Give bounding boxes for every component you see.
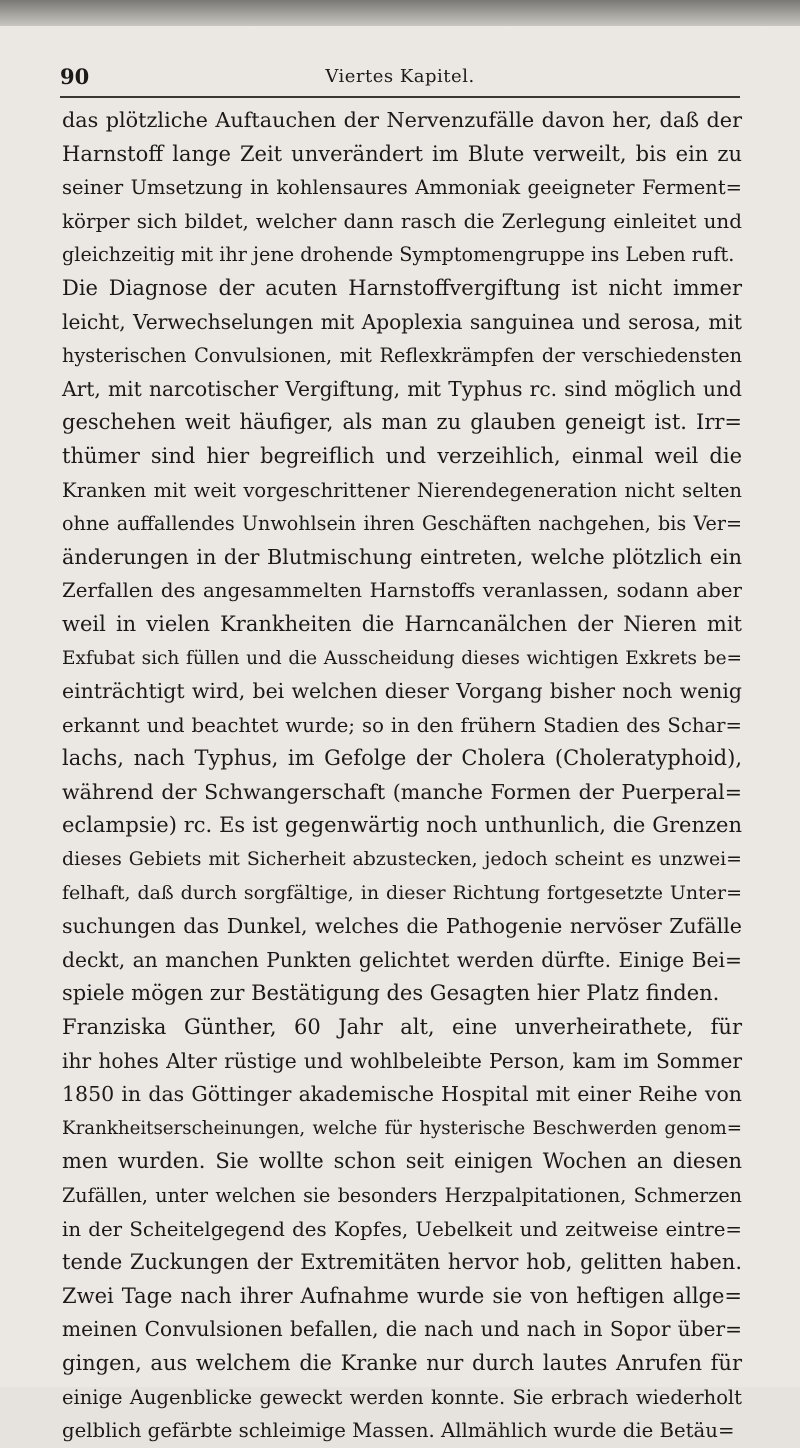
- page-header: [60, 62, 740, 98]
- text-line: körper sich bildet, welcher dann rasch die Zerlegung einleitet und: [62, 209, 742, 233]
- text-line: Zerfallen des angesammelten Harnstoffs veranlassen, sodann aber: [62, 579, 742, 603]
- text-line: tende Zuckungen der Extremitäten hervor hob, gelitten haben.: [62, 1250, 742, 1275]
- text-line: spiele mögen zur Bestätigung des Gesagten hier Platz finden.: [62, 981, 720, 1006]
- text-line: eclampsie) rc. Es ist gegenwärtig noch unthunlich, die Grenzen: [62, 813, 742, 838]
- text-line: Krankheitserscheinungen, welche für hysterische Beschwerden genom=: [62, 1117, 742, 1139]
- text-line: einträchtigt wird, bei welchen dieser Vorgang bisher noch wenig: [62, 679, 742, 704]
- page-number: 90: [60, 64, 90, 89]
- scan-top-edge: [0, 0, 800, 26]
- text-line: in der Scheitelgegend des Kopfes, Uebelkeit und zeitweise eintre=: [62, 1217, 742, 1241]
- text-line: dieses Gebiets mit Sicherheit abzustecken, jedoch scheint es unzwei=: [62, 848, 742, 871]
- text-line: thümer sind hier begreiflich und verzeihlich, einmal weil die: [62, 443, 742, 468]
- text-line: hysterischen Convulsionen, mit Reflexkrämpfen der verschiedensten: [62, 344, 742, 368]
- text-line: ohne auffallendes Unwohlsein ihren Geschäften nachgehen, bis Ver=: [62, 512, 742, 536]
- text-line: während der Schwangerschaft (manche Formen der Puerperal=: [62, 779, 742, 804]
- text-line: 1850 in das Göttinger akademische Hospital mit einer Reihe von: [62, 1082, 742, 1107]
- text-line: erkannt und beachtet wurde; so in den frühern Stadien des Schar=: [62, 713, 742, 737]
- text-line: geschehen weit häufiger, als man zu glauben geneigt ist. Irr=: [62, 410, 742, 435]
- body-text: [62, 104, 742, 1448]
- text-line: weil in vielen Krankheiten die Harncanälchen der Nieren mit: [62, 611, 742, 636]
- text-line: lachs, nach Typhus, im Gefolge der Cholera (Choleratyphoid),: [62, 746, 742, 771]
- text-line: leicht, Verwechselungen mit Apoplexia sanguinea und serosa, mit: [62, 309, 742, 334]
- text-line: seiner Umsetzung in kohlensaures Ammoniak geeigneter Ferment=: [62, 176, 742, 200]
- text-line: Exfubat sich füllen und die Ausscheidung dieses wichtigen Exkrets be=: [62, 647, 742, 669]
- running-head: Viertes Kapitel.: [325, 66, 475, 87]
- text-line: änderungen in der Blutmischung eintreten, welche plötzlich ein: [62, 544, 742, 569]
- text-line: Zwei Tage nach ihrer Aufnahme wurde sie von heftigen allge=: [62, 1283, 742, 1308]
- text-line: einige Augenblicke geweckt werden konnte. Sie erbrach wiederholt: [62, 1385, 742, 1409]
- text-line: Franziska Günther, 60 Jahr alt, eine unverheirathete, für: [62, 1015, 742, 1040]
- text-line: gleichzeitig mit ihr jene drohende Symptomengruppe ins Leben ruft.: [62, 243, 735, 267]
- text-line: das plötzliche Auftauchen der Nervenzufälle davon her, daß der: [62, 108, 742, 132]
- text-line: Die Diagnose der acuten Harnstoffvergiftung ist nicht immer: [62, 275, 742, 300]
- text-line: meinen Convulsionen befallen, die nach und nach in Sopor über=: [62, 1317, 742, 1342]
- text-line: deckt, an manchen Punkten gelichtet werden dürfte. Einige Bei=: [62, 947, 742, 972]
- text-line: Zufällen, unter welchen sie besonders Herzpalpitationen, Schmerzen: [62, 1184, 742, 1207]
- text-line: Kranken mit weit vorgeschrittener Nierendegeneration nicht selten: [62, 478, 742, 502]
- text-line: men wurden. Sie wollte schon seit einigen Wochen an diesen: [62, 1149, 742, 1174]
- text-line: ihr hohes Alter rüstige und wohlbeleibte Person, kam im Sommer: [62, 1048, 742, 1073]
- text-line: suchungen das Dunkel, welches die Pathogenie nervöser Zufälle: [62, 914, 742, 939]
- text-line: Art, mit narcotischer Vergiftung, mit Typhus rc. sind möglich und: [62, 376, 742, 401]
- text-line: felhaft, daß durch sorgfältige, in dieser Richtung fortgesetzte Unter=: [62, 881, 742, 904]
- text-line: gelblich gefärbte schleimige Massen. Allmählich wurde die Betäu=: [62, 1419, 735, 1443]
- text-line: Harnstoff lange Zeit unverändert im Blute verweilt, bis ein zu: [62, 141, 742, 166]
- text-line: gingen, aus welchem die Kranke nur durch lautes Anrufen für: [62, 1350, 742, 1375]
